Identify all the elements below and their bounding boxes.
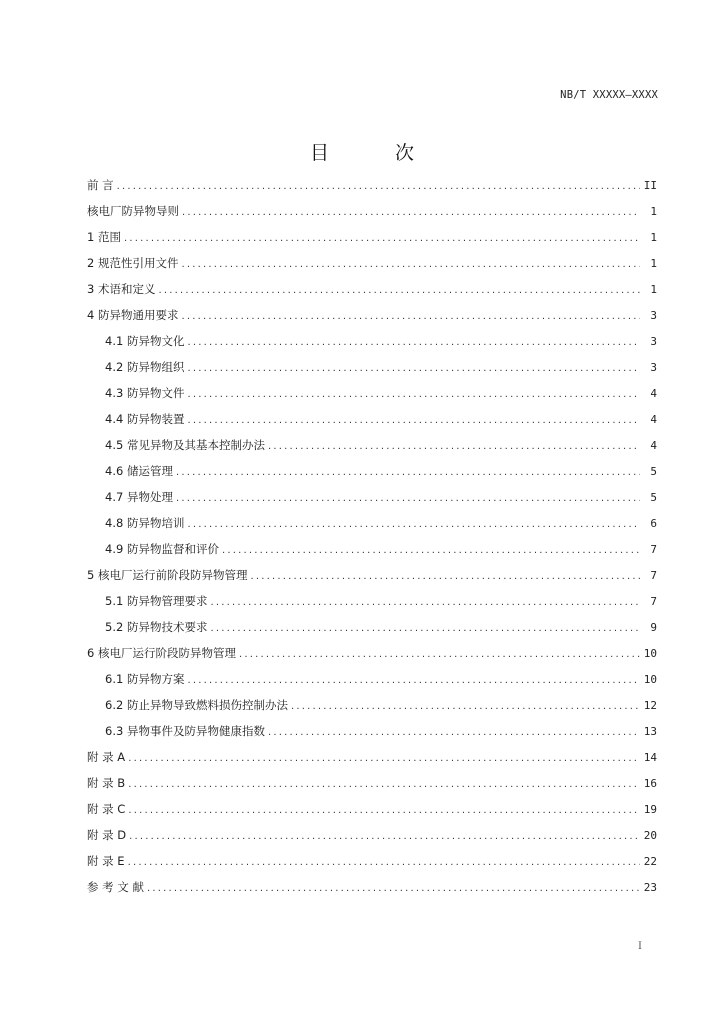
toc-entry-label: 4.9 防异物监督和评价 [105,542,219,556]
toc-entry[interactable] [87,853,657,879]
toc-entry[interactable] [87,749,657,775]
toc-entry-label: 4.5 常见异物及其基本控制办法 [105,438,265,452]
toc-leader-dots [210,623,640,634]
toc-entry-label: 前 言 [87,178,114,192]
toc-entry-label: 6 核电厂运行阶段防异物管理 [87,646,236,660]
toc-entry[interactable] [87,697,657,723]
toc-entry-page: 14 [643,751,657,764]
toc-entry[interactable] [87,775,657,801]
toc-entry-page: 7 [650,569,657,582]
toc-entry-page: 4 [650,387,657,400]
toc-entry-page: 16 [643,777,657,790]
page-number: I [638,941,642,952]
toc-entry-page: 19 [643,803,657,816]
toc-leader-dots [129,831,640,842]
toc-entry-label: 附 录 C [87,802,126,816]
toc-entry-label: 4.2 防异物组织 [105,360,185,374]
toc-entry-label: 6.1 防异物方案 [105,672,185,686]
toc-entry-page: 3 [650,335,657,348]
toc-entry[interactable] [87,619,657,645]
toc-leader-dots [268,727,640,738]
toc-entry[interactable] [87,437,657,463]
toc-entry-label: 5.2 防异物技术要求 [105,620,208,634]
toc-entry-page: 12 [643,699,657,712]
toc-leader-dots [117,181,640,192]
toc-entry-page: 22 [643,855,657,868]
toc-leader-dots [222,545,640,556]
toc-leader-dots [182,207,640,218]
toc-leader-dots [187,363,640,374]
toc-entry[interactable] [87,827,657,853]
toc-entry[interactable] [87,645,657,671]
toc-entry[interactable] [87,385,657,411]
toc-leader-dots [187,337,640,348]
page-title: 目 次 [309,142,445,164]
toc-entry-page: 20 [643,829,657,842]
toc-leader-dots [128,805,640,816]
toc-entry-page: 7 [650,543,657,556]
toc-entry-label: 核电厂防异物导则 [87,204,179,218]
toc-entry-label: 4.3 防异物文件 [105,386,185,400]
toc-entry-label: 6.3 异物事件及防异物健康指数 [105,724,265,738]
toc-entry-label: 3 术语和定义 [87,282,156,296]
toc-entry[interactable] [87,515,657,541]
toc-leader-dots [187,675,640,686]
toc-entry[interactable] [87,671,657,697]
toc-entry-page: II [643,179,657,192]
toc-entry-page: 10 [643,647,657,660]
toc-entry[interactable] [87,229,657,255]
toc-entry-page: 1 [650,283,657,296]
toc-entry-page: 4 [650,413,657,426]
toc-entry-label: 5 核电厂运行前阶段防异物管理 [87,568,248,582]
toc-entry[interactable] [87,567,657,593]
toc-entry-page: 4 [650,439,657,452]
toc-entry-page: 5 [650,491,657,504]
toc-entry-page: 5 [650,465,657,478]
toc-entry[interactable] [87,723,657,749]
toc-entry-label: 附 录 E [87,854,125,868]
toc-entry-page: 3 [650,309,657,322]
toc-entry[interactable] [87,411,657,437]
toc-entry[interactable] [87,307,657,333]
toc-entry-label: 附 录 B [87,776,126,790]
toc-leader-dots [128,779,640,790]
toc-leader-dots [181,311,640,322]
toc-leader-dots [181,259,640,270]
toc-entry[interactable] [87,359,657,385]
toc-entry-label: 1 范围 [87,230,121,244]
toc-leader-dots [187,415,640,426]
toc-entry-label: 6.2 防止异物导致燃料损伤控制办法 [105,698,288,712]
toc-leader-dots [210,597,640,608]
toc-leader-dots [187,389,640,400]
toc-entry[interactable] [87,203,657,229]
toc-entry-page: 7 [650,595,657,608]
standard-code: NB/T XXXXX—XXXX [560,89,658,101]
toc-entry-label: 附 录 D [87,828,127,842]
toc-leader-dots [239,649,640,660]
toc-leader-dots [250,571,640,582]
toc-entry[interactable] [87,177,657,203]
toc-entry-label: 4 防异物通用要求 [87,308,179,322]
toc-entry-page: 1 [650,231,657,244]
toc-entry-label: 4.1 防异物文化 [105,334,185,348]
toc-entry-label: 附 录 A [87,750,126,764]
toc-entry-label: 5.1 防异物管理要求 [105,594,208,608]
toc-entry[interactable] [87,541,657,567]
toc-entry-label: 4.6 储运管理 [105,464,173,478]
toc-leader-dots [158,285,640,296]
toc-leader-dots [291,701,640,712]
toc-entry-label: 参 考 文 献 [87,880,144,894]
toc-leader-dots [176,493,640,504]
toc-entry[interactable] [87,463,657,489]
toc-entry[interactable] [87,255,657,281]
toc-leader-dots [124,233,640,244]
toc-entry[interactable] [87,489,657,515]
toc-leader-dots [128,857,640,868]
toc-entry-page: 10 [643,673,657,686]
toc-entry-label: 4.7 异物处理 [105,490,173,504]
toc-entry-label: 2 规范性引用文件 [87,256,179,270]
toc-leader-dots [176,467,640,478]
toc-entry-page: 9 [650,621,657,634]
toc-entry-page: 3 [650,361,657,374]
table-of-contents [87,177,657,905]
toc-entry-page: 1 [650,257,657,270]
toc-entry-page: 6 [650,517,657,530]
toc-entry[interactable] [87,801,657,827]
toc-entry-label: 4.4 防异物装置 [105,412,185,426]
toc-leader-dots [187,519,640,530]
toc-entry[interactable] [87,879,657,905]
toc-entry-page: 1 [650,205,657,218]
toc-entry-label: 4.8 防异物培训 [105,516,185,530]
toc-leader-dots [147,883,640,894]
toc-entry[interactable] [87,593,657,619]
toc-entry-page: 23 [643,881,657,894]
toc-entry-page: 13 [643,725,657,738]
toc-entry[interactable] [87,281,657,307]
toc-leader-dots [268,441,640,452]
toc-entry[interactable] [87,333,657,359]
toc-leader-dots [128,753,640,764]
